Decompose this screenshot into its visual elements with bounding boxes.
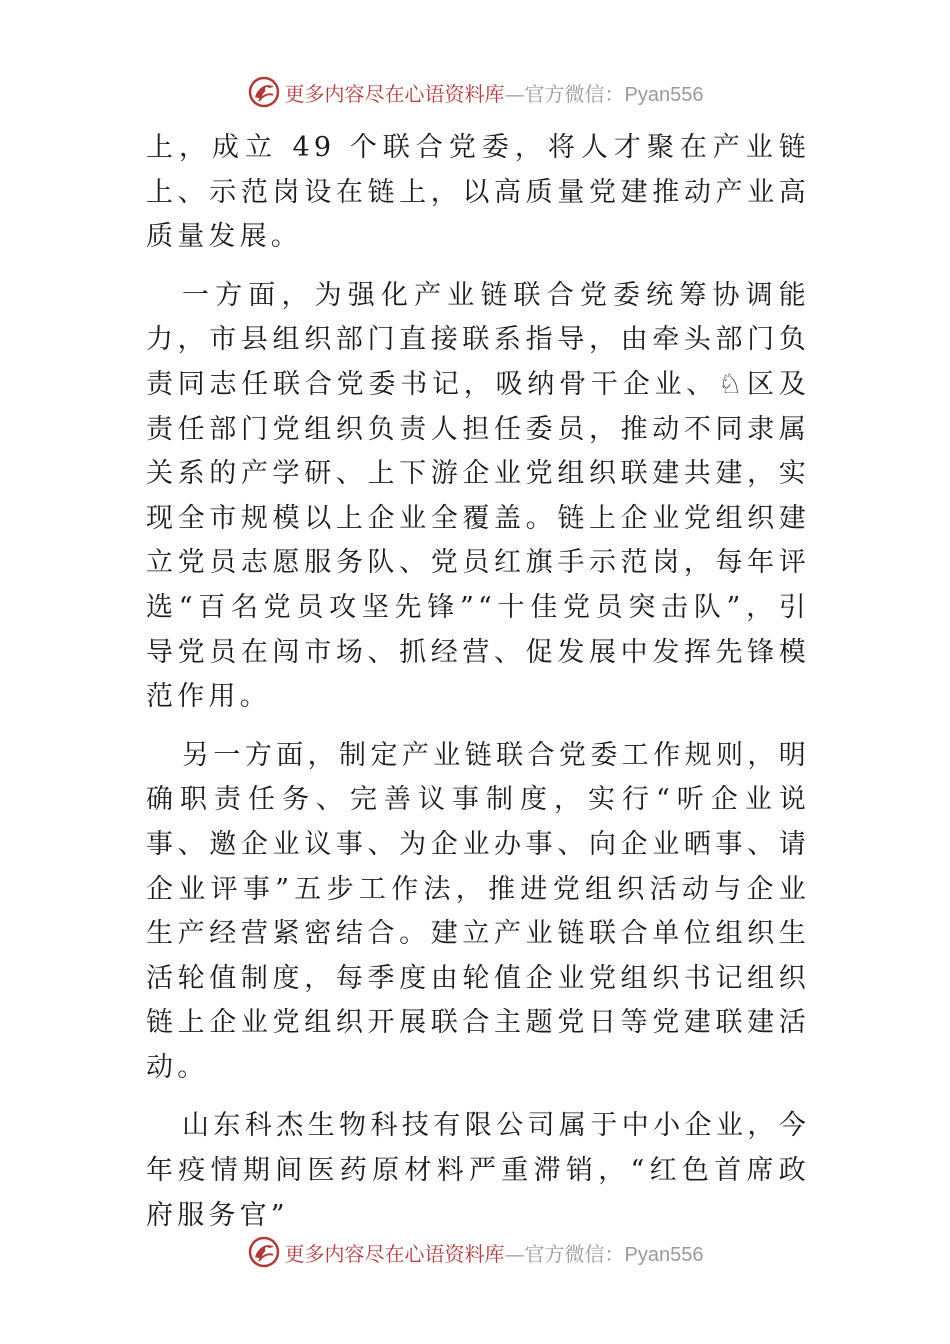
footer-wechat-label: 官方微信： xyxy=(524,1241,625,1266)
footer-banner-text xyxy=(285,1238,704,1267)
footer-site-name: 更多内容尽在心语资料库 xyxy=(284,1241,505,1266)
red-swirl-logo-icon xyxy=(247,75,281,109)
footer-separator: — xyxy=(504,1241,525,1266)
header-separator: — xyxy=(504,81,525,106)
footer-banner xyxy=(0,1232,950,1272)
paragraph-company-case: 山东科杰生物科技有限公司属于中小企业，今年疫情期间医药原材料严重滞销，“红色首席政府服务官” xyxy=(146,1110,810,1231)
document-body xyxy=(146,126,810,1252)
red-swirl-logo-icon xyxy=(247,1235,281,1269)
header-site-name: 更多内容尽在心语资料库 xyxy=(284,81,505,106)
header-wechat-label: 官方微信： xyxy=(524,81,625,106)
footer-wechat-handle: Pyan556 xyxy=(624,1243,704,1266)
header-banner-text xyxy=(285,78,704,107)
paragraph-continuation: 上，成立 49 个联合党委，将人才聚在产业链上、示范岗设在链上，以高质量党建推动产业高质量发展。 xyxy=(146,132,810,253)
header-banner xyxy=(0,72,950,112)
paragraph-second-aspect: 另一方面，制定产业链联合党委工作规则，明确职责任务、完善议事制度，实行“听企业说事、邀企业议事、为企业办事、向企业晒事、请企业评事”五步工作法，推进党组织活动与企业生产经营紧密结合。建立产业链联合单位组织生活轮值制度，每季度由轮值企业党组织书记组织链上企业党组织开展联合主题党日等党建联建活动。 xyxy=(146,739,810,1083)
paragraph-first-aspect: 一方面，为强化产业链联合党委统筹协调能力，市县组织部门直接联系指导，由牵头部门负责同志任联合党委书记，吸纳骨干企业、♘区及责任部门党组织负责人担任委员，推动不同隶属关系的产学研、上下游企业党组织联建共建，实现全市规模以上企业全覆盖。链上企业党组织建立党员志愿服务队、党员红旗手示范岗，每年评选“百名党员攻坚先锋”“十佳党员突击队”，引导党员在闯市场、抓经营、促发展中发挥先锋模范作用。 xyxy=(146,279,810,713)
header-wechat-handle: Pyan556 xyxy=(624,83,704,106)
